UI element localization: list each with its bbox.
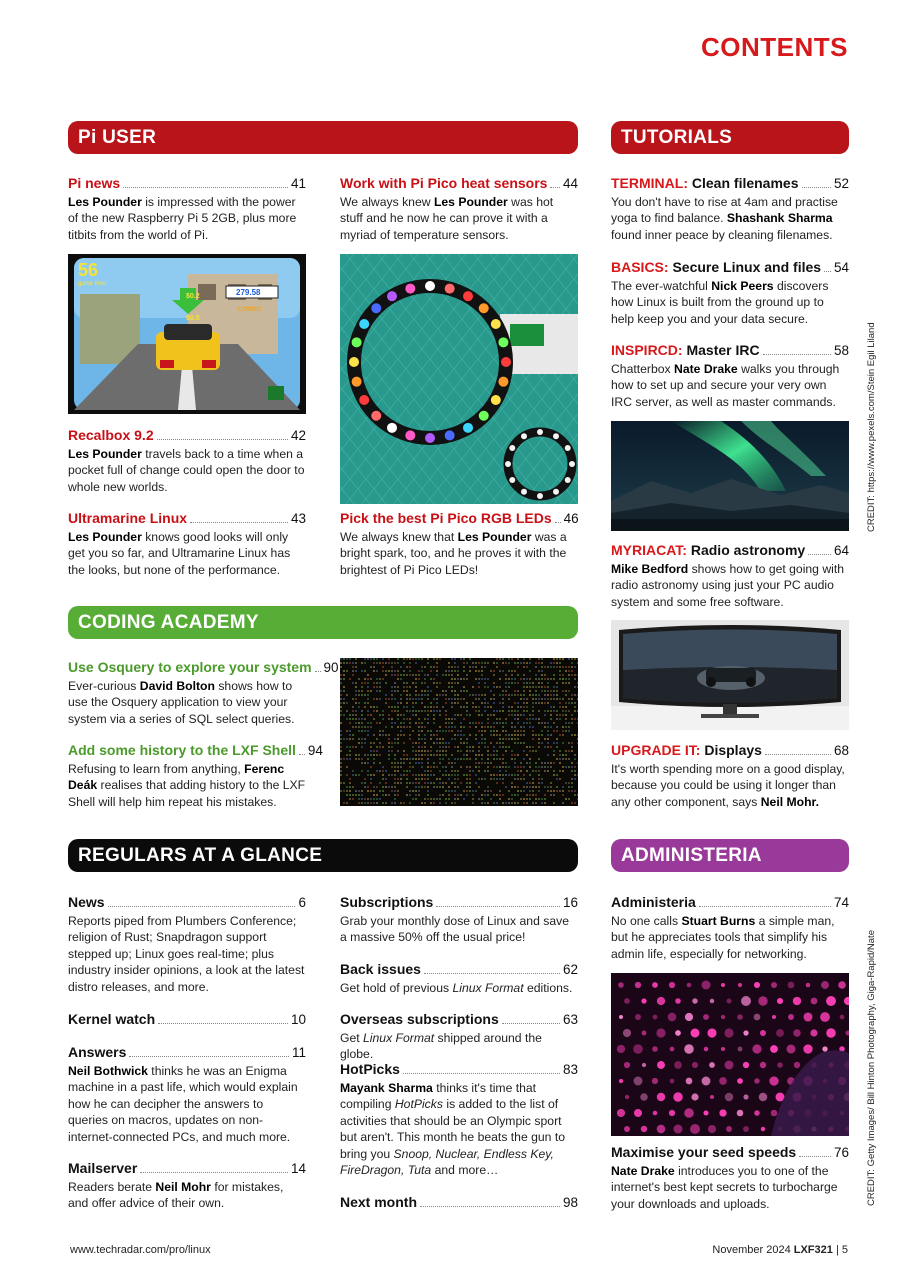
entry-news[interactable] — [68, 893, 306, 995]
entry-header: Mailserver 14 — [68, 1160, 306, 1176]
entry-header: BASICS: Secure Linux and files 54 — [611, 259, 849, 275]
entry-description: Les Pounder travels back to a time when a pocket full of change could open the door to whole new worlds. — [68, 447, 305, 494]
entry-seed-speeds[interactable] — [611, 1143, 849, 1212]
entry-kernel-watch[interactable] — [68, 1010, 306, 1029]
entry-description: The ever-watchful Nick Peers discovers how Linux is built from the ground up to help keep you and your data secure. — [611, 279, 829, 326]
entry-header: Pick the best Pi Pico RGB LEDs 46 — [340, 510, 579, 526]
footer-issue-info: November 2024 LXF321 | 5 — [712, 1244, 848, 1256]
seed-speeds-photo — [611, 973, 849, 1136]
photo-credit-top: CREDIT: https://www.pexels.com/Stein Egil Liland — [866, 322, 877, 532]
entry-upgrade-it[interactable] — [611, 741, 849, 810]
entry-myriacat[interactable] — [611, 541, 849, 610]
entry-pi-news[interactable] — [68, 174, 306, 243]
entry-description: Get hold of previous Linux Format editions. — [340, 981, 573, 995]
entry-rgb-leds[interactable] — [340, 509, 578, 578]
entry-description: No one calls Stuart Burns a simple man, but he appreciates tools that simplify his admin life, especially for networking. — [611, 914, 835, 961]
entry-header: MYRIACAT: Radio astronomy 64 — [611, 542, 849, 558]
entry-header: TERMINAL: Clean filenames 52 — [611, 175, 849, 191]
monitor-photo — [611, 620, 849, 730]
entry-hotpicks[interactable] — [340, 1060, 578, 1178]
code-matrix-image — [340, 658, 578, 806]
entry-header: Ultramarine Linux 43 — [68, 510, 306, 526]
entry-header: Recalbox 9.2 42 — [68, 427, 306, 443]
entry-description: Mike Bedford shows how to get going with radio astronomy using just your PC audio system and some free software. — [611, 562, 845, 609]
entry-description: Neil Bothwick thinks he was an Enigma machine in a past life, which would explain how he can decipher the answers to queries on macros, updates on non-internet-connected PCs, and much more. — [68, 1064, 298, 1144]
section-header-tutorials: TUTORIALS — [611, 121, 849, 154]
section-header-coding-academy: CODING ACADEMY — [68, 606, 578, 639]
entry-header: Work with Pi Pico heat sensors 44 — [340, 175, 578, 191]
entry-header: UPGRADE IT: Displays 68 — [611, 742, 849, 758]
game-money-1: $0.2 — [186, 293, 200, 300]
footer-url[interactable]: www.techradar.com/pro/linux — [70, 1244, 211, 1256]
entry-mailserver[interactable] — [68, 1159, 306, 1212]
entry-overseas[interactable] — [340, 1010, 578, 1063]
entry-description: Get Linux Format shipped around the globe. — [340, 1031, 542, 1062]
recalbox-game-screenshot — [68, 254, 306, 414]
entry-back-issues[interactable] — [340, 960, 578, 996]
entry-description: Reports piped from Plumbers Conference; religion of Rust; Snapdragon support stepped up; Linux goes real-time; plus industry insider opinions, a look at the latest distro releases, and more. — [68, 914, 305, 994]
entry-ultramarine[interactable] — [68, 509, 306, 578]
entry-header: Next month 98 — [340, 1194, 578, 1210]
entry-description: Les Pounder is impressed with the power of the new Raspberry Pi 5 2GB, plus more titbits from the world of Pi. — [68, 195, 297, 242]
led-ring-photo — [340, 254, 578, 504]
entry-osquery[interactable] — [68, 658, 339, 727]
entry-basics[interactable] — [611, 258, 849, 327]
entry-description: Chatterbox Nate Drake walks you through how to set up and secure your very own IRC server, as well as master commands. — [611, 362, 840, 409]
entry-lxf-shell[interactable] — [68, 741, 323, 810]
game-counter: 279.58 — [236, 288, 261, 297]
entry-administeria[interactable] — [611, 893, 849, 962]
entry-description: It's worth spending more on a good display, because you could be using it longer than any other component, says Neil Mohr. — [611, 762, 845, 809]
entry-header: HotPicks 83 — [340, 1061, 578, 1077]
entry-inspircd[interactable] — [611, 341, 849, 410]
entry-description: Mayank Sharma thinks it's time that compiling HotPicks is added to the list of activities that should be an Olympic sport but aren't. This month he beats the gun to bring you Snoop, Nuclear, Endless Key, FireDragon, Tuta and more… — [340, 1081, 566, 1178]
entry-description: We always knew Les Pounder was hot stuff and he now he can prove it with a myriad of temperature sensors. — [340, 195, 554, 242]
entry-header: Administeria 74 — [611, 894, 849, 910]
entry-recalbox[interactable] — [68, 426, 306, 495]
entry-next-month[interactable] — [340, 1193, 578, 1212]
entry-header: News 6 — [68, 894, 306, 910]
game-score-text: 56 — [78, 260, 99, 280]
section-header-pi-user: Pi USER — [68, 121, 578, 154]
entry-answers[interactable] — [68, 1043, 306, 1145]
entry-header: Answers 11 — [68, 1044, 306, 1060]
aurora-photo — [611, 421, 849, 531]
entry-description: Les Pounder knows good looks will only get you so far, and Ultramarine Linux has the looks, but none of the performance. — [68, 530, 291, 577]
entry-heat-sensors[interactable] — [340, 174, 578, 243]
game-money-2: $0.5 — [186, 315, 200, 322]
entry-description: Readers berate Neil Mohr for mistakes, and offer advice of their own. — [68, 1180, 284, 1211]
game-time-label: game time — [78, 281, 107, 287]
section-header-regulars: REGULARS AT A GLANCE — [68, 839, 578, 872]
entry-subscriptions[interactable] — [340, 893, 578, 946]
entry-header: Kernel watch 10 — [68, 1011, 306, 1027]
entry-header: INSPIRCD: Master IRC 58 — [611, 342, 849, 358]
section-header-administeria: ADMINISTERIA — [611, 839, 849, 872]
game-combo: COMBO — [238, 307, 261, 313]
entry-header: Subscriptions 16 — [340, 894, 578, 910]
page-title: CONTENTS — [701, 32, 848, 62]
entry-header: Pi news 41 — [68, 175, 306, 191]
entry-header: Add some history to the LXF Shell 94 — [68, 742, 323, 758]
entry-header: Back issues 62 — [340, 961, 578, 977]
entry-header: Maximise your seed speeds 76 — [611, 1144, 849, 1160]
entry-description: We always knew that Les Pounder was a bright spark, too, and he proves it with the brightest of Pi Pico LEDs! — [340, 530, 567, 577]
entry-header: Use Osquery to explore your system 90 — [68, 659, 339, 675]
entry-header: Overseas subscriptions 63 — [340, 1011, 578, 1027]
entry-description: You don't have to rise at 4am and practise yoga to find balance. Shashank Sharma found inner peace by cleaning filenames. — [611, 195, 838, 242]
entry-description: Grab your monthly dose of Linux and save a massive 50% off the usual price! — [340, 914, 569, 945]
entry-description: Refusing to learn from anything, Ferenc Deák realises that adding history to the LXF Shell will help him repeat his mistakes. — [68, 762, 306, 809]
entry-description: Nate Drake introduces you to one of the internet's best kept secrets to turbocharge your downloads and uploads. — [611, 1164, 838, 1211]
entry-terminal[interactable] — [611, 174, 849, 243]
entry-description: Ever-curious David Bolton shows how to use the Osquery application to view your system via a series of SQL select queries. — [68, 679, 295, 726]
photo-credit-bottom: CREDIT: Getty Images/ Bill Hinton Photography, Giga-Rapid/Nate — [866, 930, 877, 1206]
